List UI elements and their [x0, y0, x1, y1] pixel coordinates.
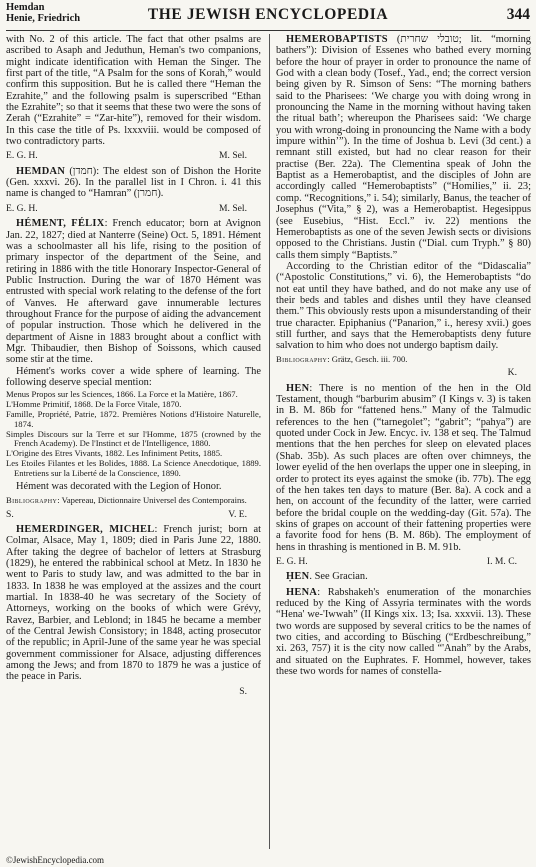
signature-initials: S. — [239, 685, 247, 697]
page-number: 344 — [506, 6, 530, 23]
works-list — [6, 390, 261, 478]
entry-hena — [276, 587, 531, 678]
entry-hemerobaptists — [276, 34, 531, 261]
hemerobaptists-para-2: According to the Christian editor of the “Didascalia” (“Apostolic Constitutions,” vi. 6), the Hemerobaptists “do not eat until they have bathed, and do not make any use of their beds and tables and dishes until they have cleansed them.” This obviously rests upon a misunderstanding of their true character. Epiphanius (“Panarion,” i., heresy xvii.) goes still further, and says that the Hemerobaptists deny future salvation to him who does not undergo baptism daily. — [276, 260, 531, 352]
signature-initials: K. — [507, 367, 517, 379]
entry-text: : French jurist; born at Colmar, Alsace, May 1, 1809; died in Paris June 22, 1880. After taking the degree of bachelor of letters at Strasburg (1829), he entered the rabbinical school at Metz. In 1830 he went to Paris to study law, and was admitted to the bar in 1833. In 1838 he was employed at the assizes and the court martial. In 1838-40 he was secretary of the Society of Attorneys, working on the books of which were Grévy, Ravez, Barbier, and Leblond; in 1845 he became a member of the Central Jewish Consistory; in 1848, acting prosecutor of the republic; in April-June of the same year he was special government commissioner for Alsace, adjusting differences among the Jews; and from 1870 to 1879 he was a justice of the peace in Paris. — [6, 523, 261, 683]
headword-hemdan: HEMDAN — [16, 165, 66, 177]
signature-initials: S. — [6, 508, 14, 520]
entry-text: (חמדן): The eldest son of Dishon the Horite (Gen. xxxvi. 26). In the parallel list in I Chron. i. 41 this name is changed to “Hamran” (חמרן). — [6, 165, 261, 200]
entry-text: : French educator; born at Avignon Jan. 22, 1827; died at Nanterre (Seine) Oct. 5, 1891. Hément was a schoolmaster all his life, rising to the position of primary inspector of the department of the Seine, and retiring in 1886 with the title Honorary Inspector-General of Public Instruction. During the war of 1870 Hément was entrusted with special work relating to the defense of the fort of Vanves. He afterward gave innumerable lectures throughout France for the purpose of aiding the advancement of popular instruction. Those which he delivered in the department of Aisne in 1883 brought about a conflict with Mgr. Thibaudier, then Bishop of Soissons, which caused some stir at the time. — [6, 218, 261, 366]
signature-line — [6, 509, 261, 520]
entry-hemdan — [6, 166, 261, 200]
entry-hen — [276, 383, 531, 553]
signature-author: I. M. C. — [486, 555, 517, 567]
work-item: L'Origine des Etres Vivants, 1882. Les Infiniment Petits, 1885. — [6, 448, 223, 459]
work-item: Famille, Propriété, Patrie, 1872. Premières Notions d'Histoire Naturelle, 1874. — [6, 408, 261, 429]
entry-text: : Rabshakeh's enumeration of the monarchies reduced by the King of Assyria terminates with the words “Hena' we-'Iwwah” (II Kings xix. 13; Isa. xxxvii. 13). These two words are supposed by several critics to be the names of two cities, and according to Büsching (“Erdbeschreibung,” xi. 263, 757) it is the city now called “'Anah” by the Arabs, and situated on the Euphrates. F. Hommel, however, takes these two words for names of constella- — [276, 586, 531, 678]
column-divider — [269, 34, 270, 849]
signature-initials: E. G. H. — [6, 150, 38, 162]
guide-word-top: Hemdan — [6, 2, 45, 13]
bibliography — [6, 496, 261, 506]
signature-line — [6, 203, 261, 214]
hement-honor: Hément was decorated with the Legion of Honor. — [16, 481, 222, 493]
header-rule — [6, 30, 530, 31]
work-item: Simples Discours sur la Terre et sur l'Homme, 1875 (crowned by the French Academy). De l'Instinct et de l'Intelligence, 1880. — [6, 428, 261, 449]
heman-continuation: with No. 2 of this article. The fact that other psalms are ascribed to Asaph and Jeduthun, Heman's two companions, might indicate identification with Heman the Singer. The first part of the title, “A Psalm for the sons of Korah,” would confirm this supposition. But he is called there “Heman the Ezrahite,” and the following psalm is superscribed “Ethan the Ezrahite”; so that it seems that these two were the sons of Zerah (“Ezrahite” = “Zar-hite”), removed for their wisdom. In this case the title of Ps. lxxxviii. would be composed of two contradictory parts. — [6, 34, 261, 148]
work-item: L'Homme Primitif, 1868. De la Force Vitale, 1870. — [6, 399, 182, 410]
bibliography — [276, 355, 531, 365]
entry-text: . See Gracian. — [309, 571, 368, 583]
work-item: Les Etoiles Filantes et les Bolides, 1888. La Science Anecdotique, 1889. Entretiens sur la Liberté de la Conscience, 1890. — [6, 457, 261, 478]
signature-initials: E. G. H. — [276, 555, 308, 567]
entry-hen-cross-ref — [276, 571, 531, 582]
headword-hen: HEN — [286, 382, 310, 394]
entry-hemerdinger — [6, 524, 261, 683]
right-column — [276, 34, 531, 677]
signature-initials: E. G. H. — [6, 202, 38, 214]
site-credit: ©JewishEncyclopedia.com — [6, 855, 105, 865]
bibliography-text: : Vapereau, Dictionnaire Universel des Contemporains. — [57, 494, 247, 505]
encyclopedia-title: THE JEWISH ENCYCLOPEDIA — [147, 6, 389, 23]
signature-author: M. Sel. — [219, 202, 247, 214]
guide-word-bottom: Henie, Friedrich — [6, 13, 81, 24]
headword-hement: HÉMENT, FÉLIX — [16, 218, 105, 230]
work-item: Menus Propos sur les Sciences, 1866. La Force et la Matière, 1867. — [6, 389, 238, 400]
entry-hement — [6, 218, 261, 365]
left-column — [6, 34, 261, 697]
bibliography-text: : Grätz, Gesch. iii. 700. — [327, 353, 408, 364]
signature-line — [276, 367, 531, 378]
bibliography-label: Bibliography — [6, 494, 58, 505]
headword-hemerobaptists: HEMEROBAPTISTS — [286, 34, 388, 45]
signature-line — [6, 150, 261, 161]
hement-works-intro: Hément's works cover a wide sphere of learning. The following deserve special mention: — [6, 365, 261, 388]
headword-hena: HENA — [286, 586, 318, 598]
headword-hen-2: ḤEN — [286, 571, 310, 583]
bibliography-label: Bibliography — [276, 353, 328, 364]
entry-text: (טובלי שחרית; lit. “morning bathers”): Division of Essenes who bathed every morning before the hour of prayer in order to pronounce the name of God with a clean body (Tosef., Yad., end; the correct version being given by R. Simson of Sens: “The morning bathers said to the Pharisees: ‘We charge you with doing wrong in pronouncing the Name in the morning without having taken the ritual bath’; whereupon the Pharisees said: ‘We charge you with wrong-doing in pronouncing the Name with a body impure within’”). In the time of Joshua b. Levi (3d cent.) a remnant still existed, but had no clear reason for their practise (Ber. 22a). The Clementina speak of John the Baptist as a Hemerobaptist, and the disciples of John are accordingly called “Hemerobaptists” (“Homilies,” ii. 23; comp. “Recognitions,” i. 54); similarly, Banus, the teacher of Josephus (“Vita,” § 2), was a Hemerobaptist. Hegesippus (see Eusebius, “Hist. Eccl.” iv. 22) mentions the Hemerobaptists as one of the seven Jewish sects or divisions opposed to the Christians. Justin (“Dial. cum Tryph.” § 80) calls them simply “Baptists.” — [276, 34, 531, 261]
signature-author: V. E. — [228, 508, 247, 520]
signature-line — [6, 686, 261, 697]
entry-text: : There is no mention of the hen in the Old Testament, though “barburim abusim” (I Kings v. 3) is taken in B. M. 86b for “fattened hens.” Many of the Talmudic references to the hen (“tarnegolet”; “gabrit”; “pahya”) are quoted under Cock in Jew. Encyc. iv. 138 et seq. The Talmud mentions that the hen perches for sleep on elevated places (Shab. 35b). As such places are often over chimneys, the lower eyelid of the hen overlaps the upper one in sleeping, in order to protect its eyes against the smoke (ib. 77b). The egg of the hen takes ten days to mature (Ber. 8a). A cock and a hen, on account of the fecundity of the latter, were carried before the bridal couple on the wedding-day (Git. 57a). The skins of grapes on account of their fattening properties were a favorite food for hens (B. M. 86b). The employment of hens in thrashing is mentioned in B. M. 91b. — [276, 382, 531, 553]
signature-line — [276, 556, 531, 567]
headword-hemerdinger: HEMERDINGER, MICHEL — [16, 523, 155, 535]
page-header — [6, 2, 530, 36]
signature-author: M. Sel. — [219, 150, 247, 162]
